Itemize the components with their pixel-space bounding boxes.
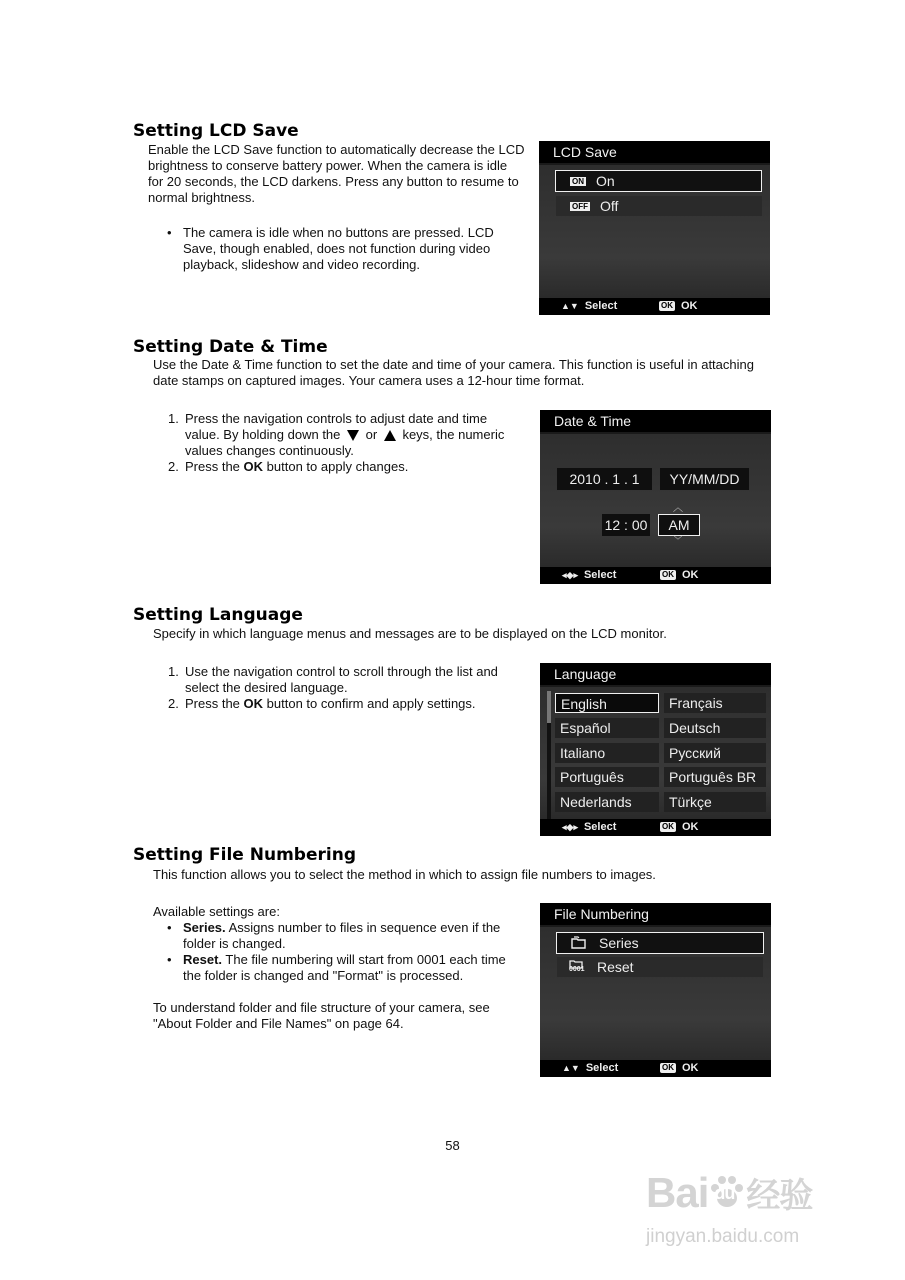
- option-reset[interactable]: [557, 957, 763, 977]
- lcd-save-paragraph: [148, 142, 538, 206]
- language-item[interactable]: Português: [555, 767, 659, 787]
- text-fragment: value. By holding down the: [185, 427, 341, 442]
- option-on[interactable]: [555, 170, 762, 192]
- text-line: brightness to conserve battery power. When the camera is idle: [148, 158, 508, 173]
- screen-footer: [540, 819, 771, 836]
- text-line: playback, slideshow and video recording.: [183, 257, 421, 272]
- language-steps: [153, 664, 533, 712]
- text-line: date stamps on captured images. Your camera uses a 12-hour time format.: [153, 373, 585, 388]
- text-line: Available settings are:: [153, 904, 280, 919]
- time-field[interactable]: 12 : 00: [602, 514, 650, 536]
- text-fragment: Assigns number to files in sequence even if the: [228, 920, 501, 935]
- off-icon: OFF: [572, 202, 588, 211]
- text-fragment: button to apply changes.: [266, 459, 409, 474]
- heading-file-numbering: Setting File Numbering: [133, 845, 356, 865]
- text-line: the folder is changed and "Format" is processed.: [183, 968, 464, 983]
- term-reset: Reset.: [183, 952, 223, 967]
- ok-hint: OK: [682, 569, 699, 581]
- chevron-down-icon[interactable]: ﹀: [673, 536, 683, 547]
- bullet-dot: •: [167, 920, 172, 935]
- heading-language: Setting Language: [133, 605, 303, 625]
- folder-series-icon: [571, 934, 587, 946]
- watermark-paw-text: du: [714, 1183, 735, 1203]
- step-number: 2.: [168, 459, 179, 474]
- ok-button-icon: OK: [662, 822, 674, 831]
- chevron-up-icon[interactable]: ︿: [673, 503, 683, 514]
- text-line: Enable the LCD Save function to automatically decrease the LCD: [148, 142, 525, 157]
- scrollbar-thumb[interactable]: [547, 691, 551, 723]
- text-fragment: button to confirm and apply settings.: [266, 696, 476, 711]
- option-label: On: [596, 173, 615, 189]
- language-item[interactable]: Italiano: [555, 743, 659, 763]
- bullet-dot: •: [167, 952, 172, 967]
- file-numbering-paragraph: This function allows you to select the method in which to assign file numbers to images.: [153, 867, 656, 882]
- step-number: 1.: [168, 664, 179, 679]
- up-arrow-icon: [384, 430, 396, 441]
- ok-hint: OK: [682, 821, 699, 833]
- screen-title: LCD Save: [539, 141, 770, 163]
- lcd-save-note: [153, 225, 533, 273]
- text-line: values changes continuously.: [185, 443, 354, 458]
- language-item[interactable]: Deutsch: [664, 718, 766, 738]
- paw-logo-icon: [708, 1173, 746, 1211]
- navigation-arrows-icon: ◂◆▸: [562, 822, 578, 832]
- text-fragment: The file numbering will start from 0001 each time: [225, 952, 506, 967]
- text-fragment: Press the: [185, 459, 240, 474]
- screen-title: Date & Time: [540, 410, 771, 432]
- bullet-dot: •: [167, 225, 172, 240]
- text-line: normal brightness.: [148, 190, 255, 205]
- file-numbering-screen: [540, 903, 771, 1077]
- option-label: Reset: [597, 959, 634, 975]
- language-item[interactable]: Русский: [664, 743, 766, 763]
- text-line: To understand folder and file structure of your camera, see: [153, 1000, 490, 1015]
- date-time-steps: [153, 411, 533, 475]
- step-number: 2.: [168, 696, 179, 711]
- up-down-arrows-icon: ▲▼: [562, 1063, 580, 1073]
- watermark-cn: 经验: [746, 1177, 813, 1215]
- option-label: Series: [599, 935, 639, 951]
- navigation-arrows-icon: ◂◆▸: [562, 570, 578, 580]
- screen-title: File Numbering: [540, 903, 771, 925]
- text-line: Use the navigation control to scroll through the list and: [185, 664, 498, 679]
- select-hint: Select: [585, 1062, 619, 1074]
- date-time-paragraph: [153, 357, 793, 389]
- text-fragment: or: [365, 427, 378, 442]
- ok-button-icon: OK: [661, 301, 673, 310]
- screen-footer: [540, 567, 771, 584]
- date-field[interactable]: 2010 . 1 . 1: [557, 468, 652, 490]
- select-hint: Select: [583, 569, 617, 581]
- screen-footer: [540, 1060, 771, 1077]
- baidu-watermark: [640, 1140, 880, 1270]
- ampm-field[interactable]: AM: [658, 514, 700, 536]
- text-line: Press the navigation controls to adjust date and time: [185, 411, 488, 426]
- screen-body: [540, 434, 771, 567]
- lcd-save-screen: [539, 141, 770, 315]
- reset-icon-number: 0001: [569, 966, 585, 973]
- option-off[interactable]: [556, 196, 762, 216]
- down-arrow-icon: [347, 430, 359, 441]
- text-line: Use the Date & Time function to set the date and time of your camera. This function is useful in attaching: [153, 357, 754, 372]
- option-label: Off: [600, 198, 619, 214]
- ok-hint: OK: [681, 300, 698, 312]
- term-series: Series.: [183, 920, 226, 935]
- heading-lcd-save: Setting LCD Save: [133, 121, 299, 141]
- screen-footer: [539, 298, 770, 315]
- language-item[interactable]: Español: [555, 718, 659, 738]
- step-number: 1.: [168, 411, 179, 426]
- heading-date-time: Setting Date & Time: [133, 337, 328, 357]
- text-line: The camera is idle when no buttons are pressed. LCD: [183, 225, 494, 240]
- language-item[interactable]: Türkçe: [664, 792, 766, 812]
- watermark-brand: Bai: [646, 1169, 709, 1216]
- language-item[interactable]: Français: [664, 693, 766, 713]
- file-numbering-settings: [153, 904, 533, 1032]
- language-item[interactable]: Português BR: [664, 767, 766, 787]
- select-hint: Select: [583, 821, 617, 833]
- on-icon: ON: [572, 177, 584, 186]
- ok-hint: OK: [682, 1062, 699, 1074]
- language-item[interactable]: Nederlands: [555, 792, 659, 812]
- text-line: for 20 seconds, the LCD darkens. Press any button to resume to: [148, 174, 519, 189]
- language-paragraph: Specify in which language menus and messages are to be displayed on the LCD monitor.: [153, 626, 667, 641]
- watermark-url: jingyan.baidu.com: [646, 1226, 800, 1247]
- ok-button-icon: OK: [662, 1063, 674, 1072]
- select-hint: Select: [584, 300, 618, 312]
- language-screen: [540, 663, 771, 836]
- text-fragment: Press the: [185, 696, 240, 711]
- language-item[interactable]: English: [555, 693, 659, 713]
- ok-keyword: OK: [243, 696, 264, 711]
- screen-title: Language: [540, 663, 771, 685]
- text-line: select the desired language.: [185, 680, 348, 695]
- page-number: 58: [445, 1138, 460, 1153]
- option-series[interactable]: [556, 932, 764, 954]
- text-line: folder is changed.: [183, 936, 286, 951]
- ok-button-icon: OK: [662, 570, 674, 579]
- up-down-arrows-icon: ▲▼: [561, 301, 579, 311]
- date-time-screen: [540, 410, 771, 584]
- text-line: "About Folder and File Names" on page 64.: [153, 1016, 404, 1031]
- ok-keyword: OK: [243, 459, 264, 474]
- date-format-field[interactable]: YY/MM/DD: [660, 468, 749, 490]
- text-fragment: keys, the numeric: [402, 427, 505, 442]
- text-line: Save, though enabled, does not function during video: [183, 241, 491, 256]
